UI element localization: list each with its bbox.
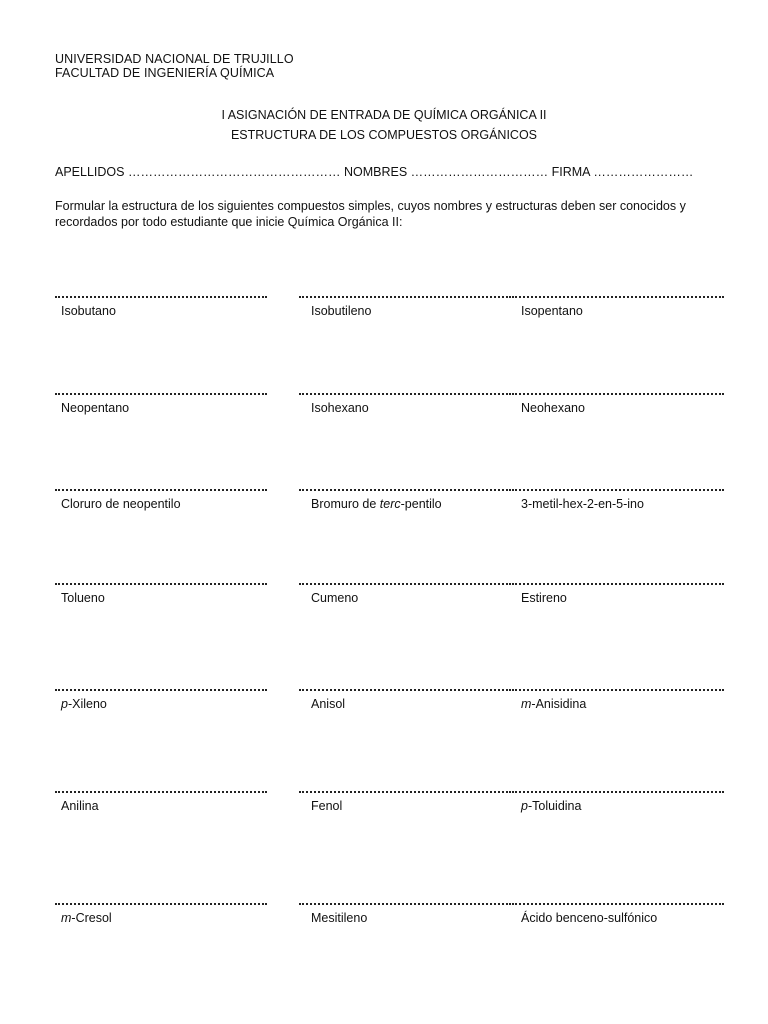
- compound-cell: [512, 387, 727, 415]
- compound-name: Anisol: [311, 697, 346, 711]
- compound-name: Tolueno: [61, 591, 105, 605]
- answer-line[interactable]: [512, 387, 724, 395]
- compound-cell: [55, 785, 270, 813]
- compound-cell: [55, 387, 270, 415]
- compound-name: m-Cresol: [61, 911, 112, 925]
- surnames-label: APELLIDOS: [55, 165, 125, 179]
- compound-name: Neopentano: [61, 401, 130, 415]
- answer-line[interactable]: [299, 483, 511, 491]
- compound-cell: [55, 577, 270, 605]
- answer-line[interactable]: [299, 897, 511, 905]
- student-info-row: [55, 165, 715, 179]
- compound-cell: [512, 897, 727, 925]
- answer-line[interactable]: [55, 785, 267, 793]
- compound-name: p-Toluidina: [521, 799, 582, 813]
- compound-name: Bromuro de terc-pentilo: [311, 497, 442, 511]
- compound-cell: [512, 785, 727, 813]
- compound-name: Isobutano: [61, 304, 116, 318]
- signature-label: FIRMA: [551, 165, 590, 179]
- compound-cell: [299, 577, 514, 605]
- answer-line[interactable]: [512, 785, 724, 793]
- compound-cell: [299, 785, 514, 813]
- compound-name: Fenol: [311, 799, 343, 813]
- answer-line[interactable]: [512, 897, 724, 905]
- answer-line[interactable]: [299, 683, 511, 691]
- names-label: NOMBRES: [343, 165, 408, 179]
- university-name: UNIVERSIDAD NACIONAL DE TRUJILLO: [55, 52, 294, 66]
- answer-line[interactable]: [299, 785, 511, 793]
- compound-cell: [299, 290, 514, 318]
- compound-cell: [55, 290, 270, 318]
- compound-cell: [512, 290, 727, 318]
- compound-cell: [55, 897, 270, 925]
- answer-line[interactable]: [55, 577, 267, 585]
- assignment-subtitle: ESTRUCTURA DE LOS COMPUESTOS ORGÁNICOS: [230, 128, 538, 142]
- compound-name: Isobutileno: [311, 304, 372, 318]
- compound-cell: [55, 483, 270, 511]
- compound-cell: [55, 683, 270, 711]
- answer-line[interactable]: [55, 387, 267, 395]
- compound-name: m-Anisidina: [521, 697, 587, 711]
- answer-line[interactable]: [55, 290, 267, 298]
- compound-cell: [299, 897, 514, 925]
- answer-line[interactable]: [55, 683, 267, 691]
- compound-cell: [299, 387, 514, 415]
- compound-cell: [299, 683, 514, 711]
- answer-line[interactable]: [299, 577, 511, 585]
- answer-line[interactable]: [55, 483, 267, 491]
- answer-line[interactable]: [512, 683, 724, 691]
- compound-name: Neohexano: [521, 401, 585, 415]
- compound-name: p-Xileno: [61, 697, 107, 711]
- signature-field[interactable]: ……………………: [593, 165, 694, 179]
- compound-name: Ácido benceno-sulfónico: [521, 911, 658, 925]
- compound-name: Cloruro de neopentilo: [61, 497, 181, 511]
- compound-name: Anilina: [61, 799, 99, 813]
- answer-line[interactable]: [299, 290, 511, 298]
- answer-line[interactable]: [299, 387, 511, 395]
- names-field[interactable]: ……………………………: [410, 165, 549, 179]
- answer-line[interactable]: [512, 290, 724, 298]
- answer-line[interactable]: [512, 483, 724, 491]
- answer-line[interactable]: [512, 577, 724, 585]
- surnames-field[interactable]: ……………………………………………: [127, 165, 341, 179]
- compound-name: Isohexano: [311, 401, 369, 415]
- compound-name: Mesitileno: [311, 911, 368, 925]
- compound-cell: [512, 683, 727, 711]
- compound-name: Cumeno: [311, 591, 359, 605]
- compound-cell: [512, 577, 727, 605]
- compound-name: Estireno: [521, 591, 567, 605]
- compound-cell: [512, 483, 727, 511]
- compound-name: 3-metil-hex-2-en-5-ino: [521, 497, 644, 511]
- faculty-name: FACULTAD DE INGENIERÍA QUÍMICA: [55, 66, 275, 80]
- instructions: Formular la estructura de los siguientes compuestos simples, cuyos nombres y estructuras deben ser conocidos y recordados por todo estudiante que inicie Química Orgánica II:: [55, 199, 686, 229]
- assignment-title: I ASIGNACIÓN DE ENTRADA DE QUÍMICA ORGÁNICA II: [221, 108, 547, 122]
- answer-line[interactable]: [55, 897, 267, 905]
- compound-name: Isopentano: [521, 304, 583, 318]
- compound-cell: [299, 483, 514, 511]
